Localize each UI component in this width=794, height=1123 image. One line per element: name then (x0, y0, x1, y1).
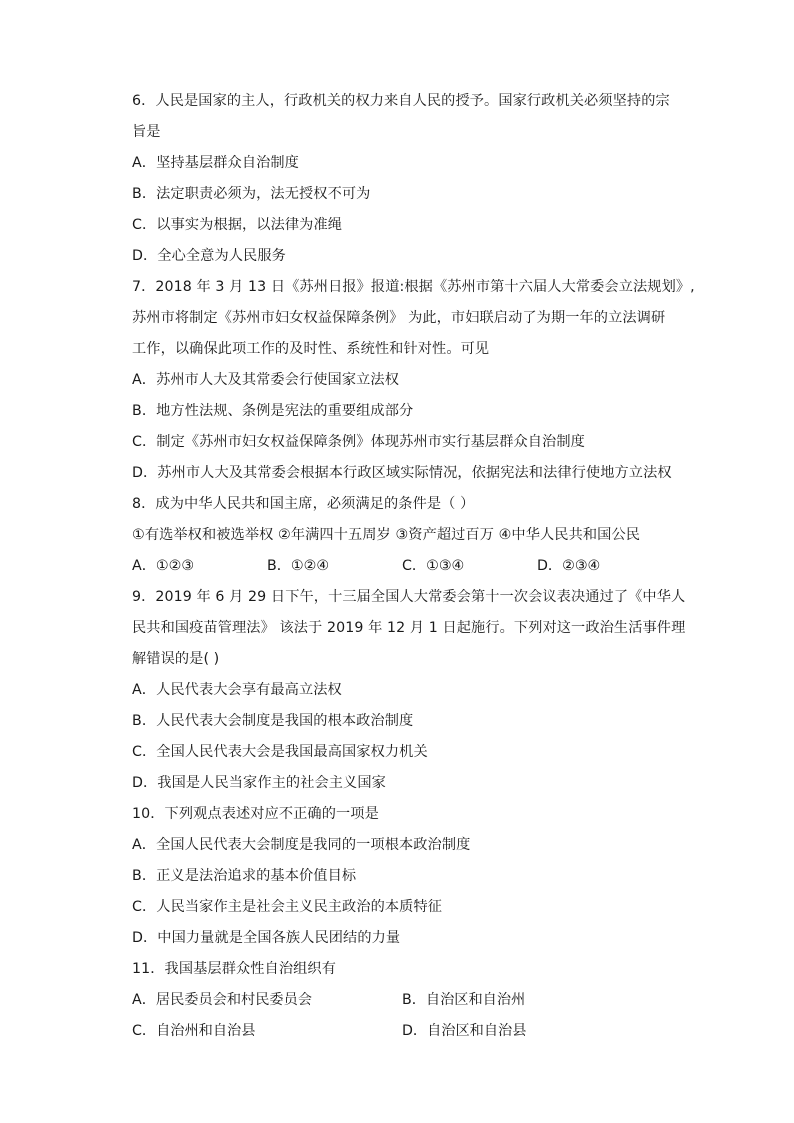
option-d: D．中国力量就是全国各族人民团结的力量 (132, 930, 401, 946)
question-stem: 11．我国基层群众性自治组织有 (132, 961, 336, 977)
option-row (132, 1016, 672, 1047)
question-8 (132, 489, 672, 582)
option-a: A．坚持基层群众自治制度 (132, 155, 299, 171)
option-d: D．②③④ (537, 558, 601, 574)
option-b: B．地方性法规、条例是宪法的重要组成部分 (132, 403, 414, 419)
option-c: C．人民当家作主是社会主义民主政治的本质特征 (132, 899, 443, 915)
condition-list: ①有选举权和被选举权 ②年满四十五周岁 ③资产超过百万 ④中华人民共和国公民 (132, 527, 641, 543)
question-6 (132, 86, 672, 272)
question-stem: 6．人民是国家的主人，行政机关的权力来自人民的授予。国家行政机关必须坚持的宗 (132, 93, 670, 109)
question-stem: 旨是 (132, 124, 161, 140)
option-b: B．自治区和自治州 (402, 992, 526, 1008)
option-c: C．以事实为根据，以法律为准绳 (132, 217, 343, 233)
option-c: C．全国人民代表大会是我国最高国家权力机关 (132, 744, 428, 760)
option-a: A．人民代表大会享有最高立法权 (132, 682, 342, 698)
question-stem: 7．2018 年 3 月 13 日《苏州日报》报道:根据《苏州市第十六届人大常委会立法规划》, (132, 279, 695, 295)
option-a: A．居民委员会和村民委员会 (132, 992, 312, 1008)
option-c: C．自治州和自治县 (132, 1023, 256, 1039)
option-b: B．正义是法治追求的基本价值目标 (132, 868, 357, 884)
question-stem: 工作，以确保此项工作的及时性、系统性和针对性。可见 (132, 341, 490, 357)
question-11 (132, 954, 672, 1047)
option-d: D．我国是人民当家作主的社会主义国家 (132, 775, 386, 791)
question-9 (132, 582, 686, 799)
option-b: B．①②④ (267, 558, 330, 574)
option-a: A．全国人民代表大会制度是我同的一项根本政治制度 (132, 837, 471, 853)
question-stem: 10．下列观点表述对应不正确的一项是 (132, 806, 379, 822)
question-stem: 解错误的是( ) (132, 651, 220, 667)
option-c: C．制定《苏州市妇女权益保障条例》体现苏州市实行基层群众自治制度 (132, 434, 585, 450)
option-b: B．法定职责必须为，法无授权不可为 (132, 186, 371, 202)
option-a: A．苏州市人大及其常委会行使国家立法权 (132, 372, 399, 388)
question-stem: 苏州市将制定《苏州市妇女权益保障条例》 为此，市妇联启动了为期一年的立法调研 (132, 310, 666, 326)
option-a: A．①②③ (132, 558, 195, 574)
option-b: B．人民代表大会制度是我国的根本政治制度 (132, 713, 414, 729)
question-stem: 9．2019 年 6 月 29 日下午，十三届全国人大常委会第十一次会议表决通过了《中华人 (132, 589, 686, 605)
option-d: D．自治区和自治县 (402, 1023, 527, 1039)
option-row (132, 551, 672, 582)
question-stem: 8．成为中华人民共和国主席，必须满足的条件是（ ） (132, 496, 475, 512)
question-stem: 民共和国疫苗管理法》 该法于 2019 年 12 月 1 日起施行。下列对这一政治生活事件理 (132, 620, 686, 636)
option-c: C．①③④ (402, 558, 465, 574)
question-list (132, 86, 695, 1047)
question-10 (132, 799, 672, 954)
option-d: D．苏州市人大及其常委会根据本行政区域实际情况，依据宪法和法律行使地方立法权 (132, 465, 672, 481)
option-row (132, 985, 672, 1016)
question-7 (132, 272, 695, 489)
option-d: D．全心全意为人民服务 (132, 248, 286, 264)
